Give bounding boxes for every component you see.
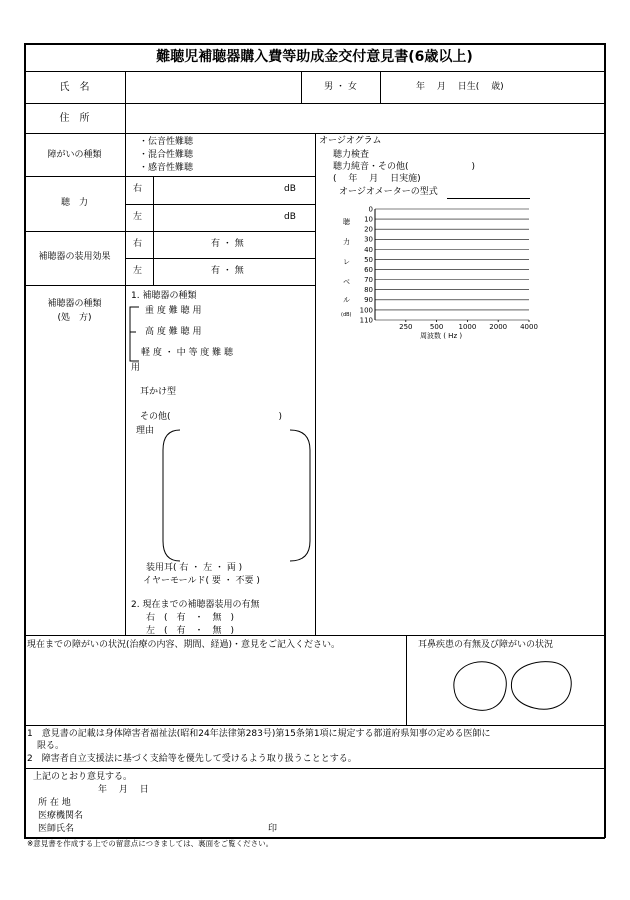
sign-org-label: 医療機関名 bbox=[38, 811, 84, 821]
rule-name bbox=[24, 103, 605, 104]
history-field[interactable] bbox=[27, 654, 403, 722]
audiogram-model-field[interactable] bbox=[448, 186, 530, 198]
audiogram-test1: 聴力検査 bbox=[333, 150, 370, 160]
outer-top-border bbox=[24, 43, 605, 45]
disability-type-label: 障がいの種類 bbox=[47, 150, 102, 160]
audiogram-xtick-250: 250 bbox=[399, 323, 413, 331]
col-sex-birth bbox=[380, 71, 381, 103]
note-2: 2 障害者自立支援法に基づく支給等を優先して受けるよう取り扱うこととする。 bbox=[27, 754, 357, 764]
sign-doctor-label: 医師氏名 bbox=[38, 824, 75, 834]
col-label-divider bbox=[125, 71, 126, 635]
audiogram-title: オージオグラム bbox=[319, 136, 382, 146]
rule-type bbox=[24, 635, 605, 636]
sex-selector[interactable]: 男 ・ 女 bbox=[324, 82, 357, 92]
audiogram-xtick-4000: 4000 bbox=[520, 323, 538, 331]
rule-hearing bbox=[24, 231, 315, 232]
outer-right-border bbox=[604, 43, 606, 838]
option-suffix: 用 bbox=[131, 363, 141, 373]
audiogram-xtick-1000: 1000 bbox=[458, 323, 477, 331]
audiogram-ytick-60: 60 bbox=[364, 265, 373, 274]
hearing-aid-effect-label: 補聴器の装用効果 bbox=[38, 252, 111, 262]
birth-date-field[interactable]: 年 月 日生( 歳) bbox=[416, 82, 504, 92]
outer-left-border bbox=[24, 43, 26, 838]
option-bracket bbox=[128, 305, 140, 363]
form-title: 難聴児補聴器購入費等助成金交付意見書(6歳以上) bbox=[156, 49, 473, 65]
audiogram-ytick-0: 0 bbox=[368, 205, 373, 214]
section-usage-history: 2. 現在までの補聴器装用の有無 bbox=[131, 600, 260, 610]
hearing-right-unit: dB bbox=[284, 184, 296, 194]
effect-right-label: 右 bbox=[133, 239, 143, 249]
audiogram-ylabel-4: ベ bbox=[343, 278, 350, 286]
footer-note: ※意見書を作成する上での留意点につきましては、裏面をご覧ください。 bbox=[27, 839, 274, 848]
audiogram-xtick-2000: 2000 bbox=[489, 323, 508, 331]
audiogram-ytick-30: 30 bbox=[364, 235, 373, 244]
audiogram-ytick-90: 90 bbox=[364, 296, 373, 305]
name-field[interactable] bbox=[127, 73, 299, 101]
hearing-right-label: 右 bbox=[133, 184, 143, 194]
audiogram-ytick-20: 20 bbox=[364, 225, 373, 234]
prescription-label: (処 方) bbox=[57, 313, 92, 323]
note-1: 1 意見書の記載は身体障害者福祉法(昭和24年法律第283号)第15条第1項に規定する都道府県知事の定める医師に bbox=[27, 729, 491, 739]
address-label: 住 所 bbox=[59, 113, 90, 124]
effect-left-label: 左 bbox=[133, 266, 143, 276]
ent-status-label: 耳鼻疾患の有無及び障がいの状況 bbox=[418, 640, 554, 650]
reason-label: 理由 bbox=[136, 426, 155, 436]
option-mild-moderate[interactable]: 軽 度 ・ 中 等 度 難 聴 bbox=[141, 348, 234, 358]
option-other[interactable]: その他( ) bbox=[140, 412, 283, 422]
hearing-right-field[interactable] bbox=[156, 179, 280, 201]
sign-fields[interactable] bbox=[90, 797, 390, 835]
hearing-aid-type-label: 補聴器の種類 bbox=[47, 299, 102, 309]
disability-option-mixed[interactable]: ・混合性難聴 bbox=[139, 150, 194, 160]
hearing-label: 聴 力 bbox=[60, 198, 88, 208]
audiogram-model-underline bbox=[447, 198, 530, 199]
audiogram-xtick-500: 500 bbox=[429, 323, 444, 331]
audiogram-model-label: オージオメーターの型式 bbox=[339, 187, 438, 197]
col-lr-divider bbox=[153, 176, 154, 285]
option-ear-hook[interactable]: 耳かけ型 bbox=[140, 387, 177, 397]
history-prompt: 現在までの障がいの状況(治療の内容、期間、経過)・意見をご記入ください。 bbox=[27, 640, 341, 650]
right-ear-outline bbox=[454, 662, 506, 711]
option-high-degree[interactable]: 高 度 難 聴 用 bbox=[145, 327, 202, 337]
reason-field[interactable] bbox=[166, 432, 308, 558]
sign-location-label: 所 在 地 bbox=[38, 798, 71, 808]
earmold-selector[interactable]: イヤーモールド( 要 ・ 不要 ) bbox=[143, 576, 260, 586]
audiogram-ytick-100: 100 bbox=[359, 306, 373, 315]
sign-date[interactable]: 年 月 日 bbox=[98, 785, 149, 795]
hearing-left-field[interactable] bbox=[156, 207, 280, 229]
audiogram-yunit: (dB) bbox=[341, 312, 352, 318]
audiogram-ytick-110: 110 bbox=[359, 316, 373, 325]
hearing-left-unit: dB bbox=[284, 212, 296, 222]
address-field[interactable] bbox=[127, 105, 603, 131]
rule-history bbox=[24, 725, 605, 726]
audiogram-ytick-70: 70 bbox=[364, 276, 373, 285]
audiogram-ylabel-5: ル bbox=[343, 296, 350, 304]
effect-right-selector[interactable]: 有 ・ 無 bbox=[211, 239, 244, 249]
audiogram-ylabel-2: 力 bbox=[343, 238, 350, 246]
audiogram-ylabel-1: 聴 bbox=[343, 218, 350, 226]
rule-notes bbox=[24, 768, 605, 769]
disability-option-conductive[interactable]: ・伝音性難聴 bbox=[139, 137, 194, 147]
audiogram-chart bbox=[355, 203, 538, 331]
left-ear-outline bbox=[511, 662, 571, 710]
option-severe[interactable]: 重 度 難 聴 用 bbox=[145, 306, 202, 316]
audiogram-xlabel: 周波数 ( Hz ) bbox=[420, 332, 463, 340]
col-history-divider bbox=[406, 635, 407, 725]
rule-title bbox=[24, 71, 605, 72]
name-label: 氏 名 bbox=[59, 82, 90, 93]
sign-intro: 上記のとおり意見する。 bbox=[33, 772, 133, 782]
hearing-left-label: 左 bbox=[133, 212, 143, 222]
audiogram-ytick-80: 80 bbox=[364, 286, 373, 295]
audiogram-ytick-40: 40 bbox=[364, 245, 373, 254]
audiogram-date[interactable]: ( 年 月 日実施) bbox=[333, 174, 421, 184]
rule-disability bbox=[24, 176, 315, 177]
wear-ear-selector[interactable]: 装用耳( 右 ・ 左 ・ 両 ) bbox=[146, 563, 243, 573]
section-hearing-aid-type: 1. 補聴器の種類 bbox=[131, 291, 197, 301]
ear-diagram bbox=[446, 656, 586, 716]
usage-right-selector[interactable]: 右 ( 有 ・ 無 ) bbox=[146, 613, 235, 623]
rule-effect bbox=[24, 285, 315, 286]
note-1-cont: 限る。 bbox=[37, 741, 65, 751]
audiogram-ytick-10: 10 bbox=[364, 215, 373, 224]
audiogram-ylabel-3: レ bbox=[343, 258, 350, 266]
audiogram-test2[interactable]: 聴力純音・その他( ) bbox=[333, 162, 476, 172]
usage-left-selector[interactable]: 左 ( 有 ・ 無 ) bbox=[146, 626, 235, 636]
disability-option-sensorineural[interactable]: ・感音性難聴 bbox=[139, 163, 194, 173]
audiogram-ytick-50: 50 bbox=[364, 255, 373, 264]
sign-seal-mark: 印 bbox=[268, 824, 278, 834]
effect-left-selector[interactable]: 有 ・ 無 bbox=[211, 266, 244, 276]
